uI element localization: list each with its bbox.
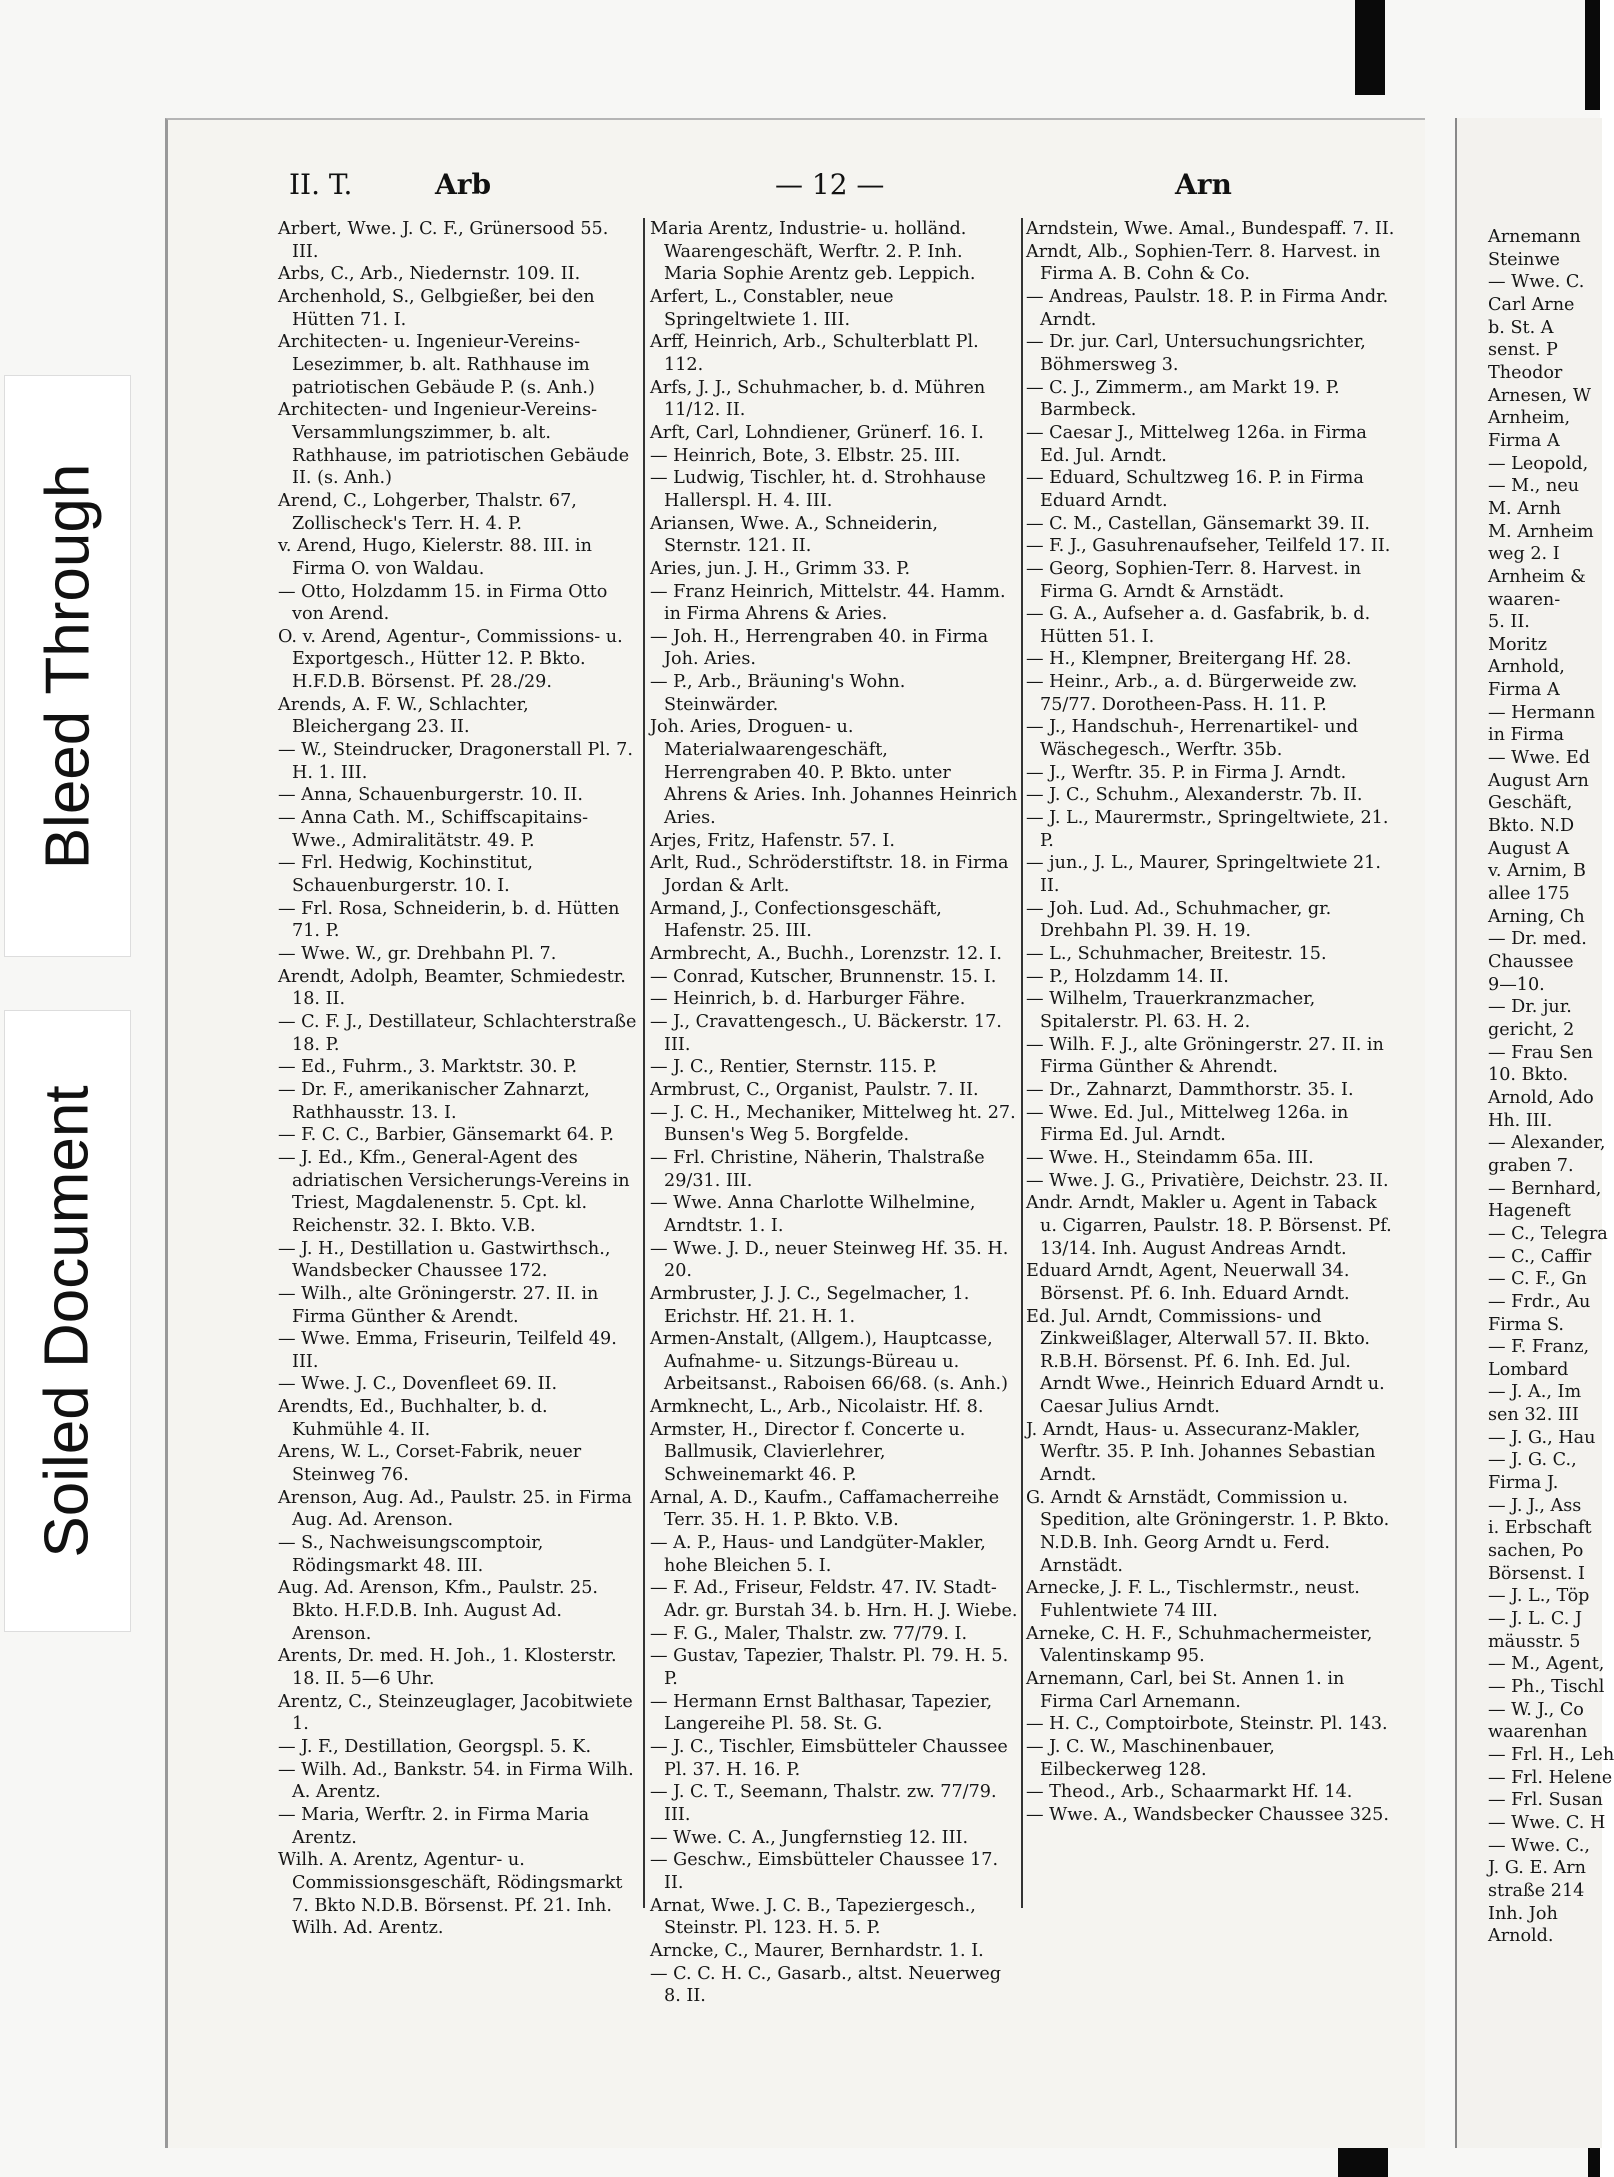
directory-entry: Arneke, C. H. F., Schuhmachermeister, Valentinskamp 95. xyxy=(1026,1623,1373,1667)
adjacent-entry: — Wwe. C. xyxy=(1488,272,1585,293)
bleed-through-label xyxy=(4,375,131,957)
directory-entry: — Wwe. H., Steindamm 65a. III. xyxy=(1026,1147,1314,1168)
directory-entry: — A. P., Haus- und Landgüter-Makler, hohe Bleichen 5. I. xyxy=(650,1533,986,1576)
adjacent-entry: b. St. A xyxy=(1488,317,1554,338)
directory-entry: Arens, W. L., Corset-Fabrik, neuer Steinweg 76. xyxy=(278,1442,582,1486)
directory-entry: — Geschw., Eimsbütteler Chaussee 17. II. xyxy=(650,1850,999,1893)
directory-entry: Arend, C., Lohgerber, Thalstr. 67, Zollischeck's Terr. H. 4. P. xyxy=(278,490,577,534)
directory-entry: Architecten- u. Ingenieur-Vereins-Lesezimmer, b. alt. Rathhause im patriotischen Gebäude P. (s. Anh.) xyxy=(278,332,595,398)
directory-entry: Arbert, Wwe. J. C. F., Grünersood 55. III. xyxy=(278,219,609,262)
adjacent-page-column xyxy=(1488,226,1614,1947)
adjacent-entry: — J. A., Im xyxy=(1488,1382,1582,1403)
directory-entry: — Wilh., alte Gröningerstr. 27. II. in Firma Günther & Arendt. xyxy=(278,1283,599,1327)
top-right-black-bar xyxy=(1585,0,1600,110)
adjacent-entry: — Frdr., Au xyxy=(1488,1291,1591,1312)
adjacent-entry: — M., neu xyxy=(1488,476,1580,497)
directory-entry: — Franz Heinrich, Mittelstr. 44. Hamm. in Firma Ahrens & Aries. xyxy=(650,581,1006,625)
directory-entry: — C. J., Zimmerm., am Markt 19. P. Barmbeck. xyxy=(1026,377,1340,421)
adjacent-entry: straße 214 xyxy=(1488,1880,1585,1901)
directory-entry: — L., Schuhmacher, Breitestr. 15. xyxy=(1026,944,1327,964)
soiled-document-label xyxy=(4,1010,131,1632)
adjacent-entry: — Frl. H., Leh xyxy=(1488,1744,1614,1765)
adjacent-entry: Arnemann xyxy=(1488,227,1581,247)
directory-entry: — J. C., Schuhm., Alexanderstr. 7b. II. xyxy=(1026,785,1363,806)
directory-entry: — Wwe. W., gr. Drehbahn Pl. 7. xyxy=(278,944,557,964)
directory-entry: Arff, Heinrich, Arb., Schulterblatt Pl. 112. xyxy=(650,332,979,375)
directory-entry: — Wwe. Ed. Jul., Mittelweg 126a. in Firma Ed. Jul. Arndt. xyxy=(1026,1102,1349,1146)
directory-entry: — Wwe. Emma, Friseurin, Teilfeld 49. III. xyxy=(278,1329,617,1372)
directory-entry: — J. C., Tischler, Eimsbütteler Chaussee Pl. 37. H. 16. P. xyxy=(650,1736,1008,1780)
directory-entry: G. Arndt & Arnstädt, Commission u. Spedition, alte Gröningerstr. 1. P. Bkto. N.D.B. Inh. Georg Arndt u. Ferd. Arnstädt. xyxy=(1026,1487,1390,1576)
adjacent-entry: — W. J., Co xyxy=(1488,1699,1584,1720)
directory-entry: — H. C., Comptoirbote, Steinstr. Pl. 143. xyxy=(1026,1714,1388,1735)
adjacent-entry: mäusstr. 5 xyxy=(1488,1631,1581,1652)
adjacent-entry: Arnhold, xyxy=(1488,657,1565,678)
adjacent-entry: 5. II. xyxy=(1488,612,1530,633)
soiled-document-text: Soiled Document xyxy=(33,1084,102,1558)
adjacent-entry: M. Arnheim xyxy=(1488,521,1594,542)
directory-entry: — Frl. Christine, Näherin, Thalstraße 29/31. III. xyxy=(650,1147,985,1191)
directory-entry: Joh. Aries, Droguen- u. Materialwaarengeschäft, Herrengraben 40. P. Bkto. unter Ahrens & Aries. Inh. Johannes Heinrich Aries. xyxy=(650,717,1018,829)
directory-entry: — Gustav, Tapezier, Thalstr. Pl. 79. H. 5. P. xyxy=(650,1646,1009,1689)
directory-entry: Ed. Jul. Arndt, Commissions- und Zinkweißlager, Alterwall 57. II. Bkto. R.B.H. Börsenst. Pf. 6. Inh. Ed. Jul. Arndt Wwe., Heinrich Eduard Arndt u. Caesar Julius Arndt. xyxy=(1026,1306,1385,1418)
directory-entry: Arlt, Rud., Schröderstiftstr. 18. in Firma Jordan & Arlt. xyxy=(650,853,1009,897)
adjacent-entry: Geschäft, xyxy=(1488,793,1573,814)
directory-entry: Andr. Arndt, Makler u. Agent in Taback u. Cigarren, Paulstr. 18. P. Börsenst. Pf. 13/14. Inh. August Andreas Arndt. xyxy=(1026,1193,1392,1259)
directory-entry: — Dr., Zahnarzt, Dammthorstr. 35. I. xyxy=(1026,1079,1354,1100)
directory-entry: — J. C. H., Mechaniker, Mittelweg ht. 27. Bunsen's Weg 5. Borgfelde. xyxy=(650,1102,1016,1146)
directory-entry: — Theod., Arb., Schaarmarkt Hf. 14. xyxy=(1026,1782,1353,1803)
adjacent-entry: Theodor xyxy=(1488,362,1563,383)
adjacent-entry: — J. G., Hau xyxy=(1488,1427,1596,1448)
adjacent-entry: v. Arnim, B xyxy=(1488,861,1586,882)
adjacent-entry: Bkto. N.D xyxy=(1488,816,1575,837)
adjacent-entry: — Wwe. C., xyxy=(1488,1835,1590,1856)
adjacent-entry: — C., Telegra xyxy=(1488,1223,1608,1244)
adjacent-entry: Arnheim, xyxy=(1488,408,1571,429)
directory-entry: — Andreas, Paulstr. 18. P. in Firma Andr. Arndt. xyxy=(1026,286,1389,330)
adjacent-entry: sachen, Po xyxy=(1488,1541,1584,1562)
adjacent-entry: sen 32. III xyxy=(1488,1405,1579,1426)
directory-entry: — C. F. J., Destillateur, Schlachterstraße 18. P. xyxy=(278,1011,637,1055)
adjacent-entry: — Bernhard, xyxy=(1488,1178,1602,1199)
adjacent-entry: Firma S. xyxy=(1488,1314,1565,1335)
directory-entry: — Wwe. Anna Charlotte Wilhelmine, Arndtstr. 1. I. xyxy=(650,1193,976,1236)
directory-entry: — Ed., Fuhrm., 3. Marktstr. 30. P. xyxy=(278,1057,578,1078)
adjacent-entry: Carl Arne xyxy=(1488,294,1575,315)
directory-entry: — Wwe. J. D., neuer Steinweg Hf. 35. H. 20. xyxy=(650,1238,1009,1282)
column-rule-1 xyxy=(643,218,645,1908)
directory-entry: — Heinr., Arb., a. d. Bürgerweide zw. 75/77. Dorotheen-Pass. H. 11. P. xyxy=(1026,672,1358,715)
adjacent-entry: — J. L., Töp xyxy=(1488,1586,1590,1607)
directory-entry: Arjes, Fritz, Hafenstr. 57. I. xyxy=(650,830,895,851)
directory-entry: Arnecke, J. F. L., Tischlermstr., neust. Fuhlentwiete 74 III. xyxy=(1026,1578,1360,1622)
adjacent-entry: Arning, Ch xyxy=(1488,906,1585,927)
adjacent-entry: weg 2. I xyxy=(1488,544,1560,565)
adjacent-entry: waarenhan xyxy=(1488,1722,1588,1743)
directory-entry: Arfs, J. J., Schuhmacher, b. d. Mühren 11/12. II. xyxy=(650,377,986,421)
adjacent-entry: — Hermann xyxy=(1488,702,1596,723)
directory-entry: Arenson, Aug. Ad., Paulstr. 25. in Firma Aug. Ad. Arenson. xyxy=(278,1487,633,1531)
directory-entry: O. v. Arend, Agentur-, Commissions- u. Exportgesch., Hütter 12. P. Bkto. H.F.D.B. Börsenst. Pf. 28./29. xyxy=(278,626,623,693)
directory-entry: Arnat, Wwe. J. C. B., Tapeziergesch., Steinstr. Pl. 123. H. 5. P. xyxy=(650,1895,976,1939)
directory-entry: Arbs, C., Arb., Niedernstr. 109. II. xyxy=(278,264,581,285)
adjacent-entry: — Alexander, xyxy=(1488,1133,1606,1154)
adjacent-entry: allee 175 xyxy=(1488,884,1570,905)
directory-entry: — Anna, Schauenburgerstr. 10. II. xyxy=(278,785,583,806)
adjacent-entry: — C., Caffir xyxy=(1488,1246,1592,1267)
directory-entry: — Wilh. Ad., Bankstr. 54. in Firma Wilh. A. Arentz. xyxy=(278,1759,634,1803)
directory-entry: Arentz, C., Steinzeuglager, Jacobitwiete 1. xyxy=(278,1691,633,1735)
directory-entry: — C. M., Castellan, Gänsemarkt 39. II. xyxy=(1026,513,1371,534)
adjacent-entry: — J. J., Ass xyxy=(1488,1495,1582,1516)
header-left: II. T. xyxy=(289,168,353,201)
directory-entry: Architecten- und Ingenieur-Vereins-Versammlungszimmer, b. alt. Rathhause, im patriotischen Gebäude II. (s. Anh.) xyxy=(278,400,630,489)
directory-entry: Arndstein, Wwe. Amal., Bundespaff. 7. II. xyxy=(1026,219,1395,239)
directory-entry: — F. Ad., Friseur, Feldstr. 47. IV. Stadt-Adr. gr. Burstah 34. b. Hrn. H. J. Wiebe. xyxy=(650,1578,1018,1622)
adjacent-entry: Inh. Joh xyxy=(1488,1903,1558,1924)
adjacent-entry: Arnesen, W xyxy=(1488,385,1591,406)
directory-entry: — J., Handschuh-, Herrenartikel- und Wäschegesch., Werftr. 35b. xyxy=(1026,717,1359,761)
directory-entry: Armbrust, C., Organist, Paulstr. 7. II. xyxy=(650,1079,979,1100)
column-1 xyxy=(278,218,640,1938)
adjacent-entry: 9—10. xyxy=(1488,974,1545,995)
adjacent-entry: Lombard xyxy=(1488,1359,1569,1380)
directory-entry: J. Arndt, Haus- u. Assecuranz-Makler, Werftr. 35. P. Inh. Johannes Sebastian Arndt. xyxy=(1026,1419,1376,1486)
adjacent-entry: — J. L. C. J xyxy=(1488,1609,1582,1630)
directory-entry: — Caesar J., Mittelweg 126a. in Firma Ed. Jul. Arndt. xyxy=(1026,422,1367,466)
directory-entry: — J., Werftr. 35. P. in Firma J. Arndt. xyxy=(1026,762,1347,783)
adjacent-entry: — Ph., Tischl xyxy=(1488,1677,1605,1697)
directory-entry: Armbrecht, A., Buchh., Lorenzstr. 12. I. xyxy=(650,944,1002,964)
adjacent-entry: — Dr. jur. xyxy=(1488,997,1572,1018)
directory-entry: — Dr. jur. Carl, Untersuchungsrichter, Böhmersweg 3. xyxy=(1026,332,1366,375)
adjacent-entry: August A xyxy=(1488,838,1570,859)
adjacent-entry: 10. Bkto. xyxy=(1488,1065,1569,1086)
adjacent-entry: Hageneft xyxy=(1488,1201,1571,1222)
directory-entry: — Dr. F., amerikanischer Zahnarzt, Rathhausstr. 13. I. xyxy=(278,1079,590,1123)
adjacent-entry: Arnold. xyxy=(1488,1926,1554,1947)
catchword-right: Arn xyxy=(1175,168,1232,201)
adjacent-entry: waaren- xyxy=(1488,589,1561,610)
directory-entry: — J., Cravattengesch., U. Bäckerstr. 17. III. xyxy=(650,1011,1002,1055)
adjacent-entry: — F. Franz, xyxy=(1488,1337,1590,1358)
adjacent-entry: — Dr. med. xyxy=(1488,929,1587,950)
adjacent-entry: senst. P xyxy=(1488,340,1558,361)
directory-entry: Eduard Arndt, Agent, Neuerwall 34. Börsenst. Pf. 6. Inh. Eduard Arndt. xyxy=(1026,1261,1350,1304)
top-black-bar xyxy=(1355,0,1385,95)
adjacent-entry: gericht, 2 xyxy=(1488,1019,1575,1040)
adjacent-entry: — Frl. Helene xyxy=(1488,1767,1613,1788)
directory-entry: Arents, Dr. med. H. Joh., 1. Klosterstr. 18. II. 5—6 Uhr. xyxy=(278,1646,617,1689)
adjacent-entry: i. Erbschaft xyxy=(1488,1518,1592,1539)
page-header xyxy=(285,168,1245,212)
adjacent-entry: Firma A xyxy=(1488,680,1560,701)
directory-entry: Arnal, A. D., Kaufm., Caffamacherreihe Terr. 35. H. 1. P. Bkto. V.B. xyxy=(650,1487,1000,1531)
adjacent-entry: August Arn xyxy=(1488,770,1589,791)
adjacent-entry: M. Arnh xyxy=(1488,498,1561,519)
adjacent-entry: graben 7. xyxy=(1488,1155,1574,1176)
adjacent-entry: — Wwe. Ed xyxy=(1488,748,1591,769)
adjacent-entry: — Frau Sen xyxy=(1488,1042,1594,1063)
directory-entry: Arfert, L., Constabler, neue Springeltwiete 1. III. xyxy=(650,286,894,330)
directory-entry: Maria Arentz, Industrie- u. holländ. Waarengeschäft, Werftr. 2. P. Inh. Maria Sophie Arentz geb. Leppich. xyxy=(650,219,976,285)
directory-entry: — J. C. T., Seemann, Thalstr. zw. 77/79. III. xyxy=(650,1782,997,1825)
directory-entry: — J. F., Destillation, Georgspl. 5. K. xyxy=(278,1736,592,1757)
adjacent-entry: Moritz xyxy=(1488,634,1547,655)
adjacent-entry: Hh. III. xyxy=(1488,1110,1553,1131)
directory-entry: Ariansen, Wwe. A., Schneiderin, Sternstr. 121. II. xyxy=(650,513,938,557)
directory-entry: — P., Arb., Bräuning's Wohn. Steinwärder. xyxy=(650,672,906,715)
adjacent-entry: — C. F., Gn xyxy=(1488,1269,1587,1290)
directory-entry: Wilh. A. Arentz, Agentur- u. Commissionsgeschäft, Rödingsmarkt 7. Bkto N.D.B. Börsenst. Pf. 21. Inh. Wilh. Ad. Arentz. xyxy=(278,1850,623,1939)
adjacent-entry: Firma A xyxy=(1488,430,1560,451)
directory-entry: Arncke, C., Maurer, Bernhardstr. 1. I. xyxy=(650,1940,984,1961)
adjacent-entry: J. G. E. Arn xyxy=(1488,1858,1586,1879)
directory-entry: — J. C. W., Maschinenbauer, Eilbeckerweg 128. xyxy=(1026,1736,1275,1780)
directory-entry: Arends, A. F. W., Schlachter, Bleichergang 23. II. xyxy=(278,694,529,738)
directory-entry: — S., Nachweisungscomptoir, Rödingsmarkt 48. III. xyxy=(278,1533,544,1576)
directory-entry: — J. Ed., Kfm., General-Agent des adriatischen Versicherungs-Vereins in Triest, Magdalenenstr. 5. Cpt. kl. Reichenstr. 32. I. Bkto. V.B. xyxy=(278,1147,630,1236)
catchword-left: Arb xyxy=(435,168,492,201)
directory-entry: — Otto, Holzdamm 15. in Firma Otto von Arend. xyxy=(278,581,608,625)
directory-entry: — Heinrich, Bote, 3. Elbstr. 25. III. xyxy=(650,445,961,466)
adjacent-entry: — M., Agent, xyxy=(1488,1654,1605,1675)
directory-entry: Arendt, Adolph, Beamter, Schmiedestr. 18. II. xyxy=(278,966,626,1010)
directory-entry: — Georg, Sophien-Terr. 8. Harvest. in Firma G. Arndt & Arnstädt. xyxy=(1026,558,1362,602)
directory-entry: — Wwe. C. A., Jungfernstieg 12. III. xyxy=(650,1827,969,1848)
directory-entry: — Frl. Hedwig, Kochinstitut, Schauenburgerstr. 10. I. xyxy=(278,853,533,897)
directory-entry: Aries, jun. J. H., Grimm 33. P. xyxy=(650,558,911,579)
directory-entry: — J. L., Maurermstr., Springeltwiete, 21. P. xyxy=(1026,808,1389,851)
directory-entry: Arendts, Ed., Buchhalter, b. d. Kuhmühle 4. II. xyxy=(278,1397,548,1440)
directory-entry: — P., Holzdamm 14. II. xyxy=(1026,966,1229,987)
column-2 xyxy=(650,218,1018,2007)
adjacent-entry: Arnold, Ado xyxy=(1488,1087,1594,1108)
adjacent-entry: Steinwe xyxy=(1488,249,1560,270)
bleed-through-text: Bleed Through xyxy=(33,463,103,869)
directory-entry: Armknecht, L., Arb., Nicolaistr. Hf. 8. xyxy=(650,1397,984,1418)
directory-entry: — Frl. Rosa, Schneiderin, b. d. Hütten 71. P. xyxy=(278,898,620,942)
directory-entry: — J. H., Destillation u. Gastwirthsch., Wandsbecker Chaussee 172. xyxy=(278,1238,611,1282)
adjacent-entry: Firma J. xyxy=(1488,1473,1559,1494)
directory-entry: — Conrad, Kutscher, Brunnenstr. 15. I. xyxy=(650,966,997,987)
directory-entry: — jun., J. L., Maurer, Springeltwiete 21. II. xyxy=(1026,853,1381,897)
adjacent-entry: Börsenst. I xyxy=(1488,1563,1585,1584)
directory-entry: — Wwe. J. G., Privatière, Deichstr. 23. II. xyxy=(1026,1170,1389,1191)
directory-entry: Arndt, Alb., Sophien-Terr. 8. Harvest. in Firma A. B. Cohn & Co. xyxy=(1026,241,1381,285)
directory-entry: — Anna Cath. M., Schiffscapitains-Wwe., Admiralitätstr. 49. P. xyxy=(278,808,589,851)
directory-entry: — F. J., Gasuhrenaufseher, Teilfeld 17. II. xyxy=(1026,536,1391,557)
directory-entry: Archenhold, S., Gelbgießer, bei den Hütten 71. I. xyxy=(278,286,595,330)
directory-entry: — Joh. H., Herrengraben 40. in Firma Joh. Aries. xyxy=(650,626,989,670)
adjacent-entry: — Frl. Susan xyxy=(1488,1790,1603,1811)
directory-entry: Armbruster, J. J. C., Segelmacher, 1. Erichstr. Hf. 21. H. 1. xyxy=(650,1283,970,1327)
adjacent-entry: — Leopold, xyxy=(1488,453,1589,474)
directory-entry: — Wilhelm, Trauerkranzmacher, Spitalerstr. Pl. 63. H. 2. xyxy=(1026,989,1316,1032)
directory-entry: — Heinrich, b. d. Harburger Fähre. xyxy=(650,989,966,1010)
adjacent-entry: in Firma xyxy=(1488,725,1564,746)
directory-entry: Armen-Anstalt, (Allgem.), Hauptcasse, Aufnahme- u. Sitzungs-Büreau u. Arbeitsanst., Raboisen 66/68. (s. Anh.) xyxy=(650,1329,1008,1395)
adjacent-entry: — Wwe. C. H xyxy=(1488,1812,1606,1833)
directory-entry: — H., Klempner, Breitergang Hf. 28. xyxy=(1026,649,1352,670)
column-rule-2 xyxy=(1021,218,1023,1908)
adjacent-entry: Arnheim & xyxy=(1488,566,1586,587)
directory-entry: — Wwe. J. C., Dovenfleet 69. II. xyxy=(278,1374,558,1395)
directory-entry: — Eduard, Schultzweg 16. P. in Firma Eduard Arndt. xyxy=(1026,468,1364,511)
adjacent-entry: — J. G. C., xyxy=(1488,1450,1577,1471)
adjacent-entry: Chaussee xyxy=(1488,952,1574,972)
directory-entry: — Maria, Werftr. 2. in Firma Maria Arentz. xyxy=(278,1804,590,1848)
directory-entry: — G. A., Aufseher a. d. Gasfabrik, b. d. Hütten 51. I. xyxy=(1026,604,1371,647)
directory-entry: — F. C. C., Barbier, Gänsemarkt 64. P. xyxy=(278,1125,614,1146)
directory-entry: Armand, J., Confectionsgeschäft, Hafenstr. 25. III. xyxy=(650,898,942,942)
directory-entry: Armster, H., Director f. Concerte u. Ballmusik, Clavierlehrer, Schweinemarkt 46. P. xyxy=(650,1419,966,1486)
directory-entry: — W., Steindrucker, Dragonerstall Pl. 7. H. 1. III. xyxy=(278,740,633,783)
directory-entry: — Hermann Ernst Balthasar, Tapezier, Langereihe Pl. 58. St. G. xyxy=(650,1691,993,1735)
directory-entry: Aug. Ad. Arenson, Kfm., Paulstr. 25. Bkto. H.F.D.B. Inh. August Ad. Arenson. xyxy=(278,1578,598,1644)
directory-entry: — Wilh. F. J., alte Gröningerstr. 27. II. in Firma Günther & Ahrendt. xyxy=(1026,1034,1384,1078)
directory-entry: — F. G., Maler, Thalstr. zw. 77/79. I. xyxy=(650,1623,968,1644)
column-3 xyxy=(1026,218,1398,1938)
directory-entry: — Joh. Lud. Ad., Schuhmacher, gr. Drehbahn Pl. 39. H. 19. xyxy=(1026,898,1332,942)
directory-entry: — Ludwig, Tischler, ht. d. Strohhause Hallerspl. H. 4. III. xyxy=(650,468,986,511)
directory-entry: v. Arend, Hugo, Kielerstr. 88. III. in Firma O. von Waldau. xyxy=(278,536,593,579)
directory-entry: Arnemann, Carl, bei St. Annen 1. in Firma Carl Arnemann. xyxy=(1026,1669,1345,1712)
page-number: — 12 — xyxy=(775,168,885,201)
directory-entry: — J. C., Rentier, Sternstr. 115. P. xyxy=(650,1057,938,1078)
directory-entry: Arft, Carl, Lohndiener, Grünerf. 16. I. xyxy=(650,422,984,443)
directory-entry: — Wwe. A., Wandsbecker Chaussee 325. xyxy=(1026,1804,1389,1825)
directory-entry: — C. C. H. C., Gasarb., altst. Neuerweg 8. II. xyxy=(650,1963,1002,2007)
